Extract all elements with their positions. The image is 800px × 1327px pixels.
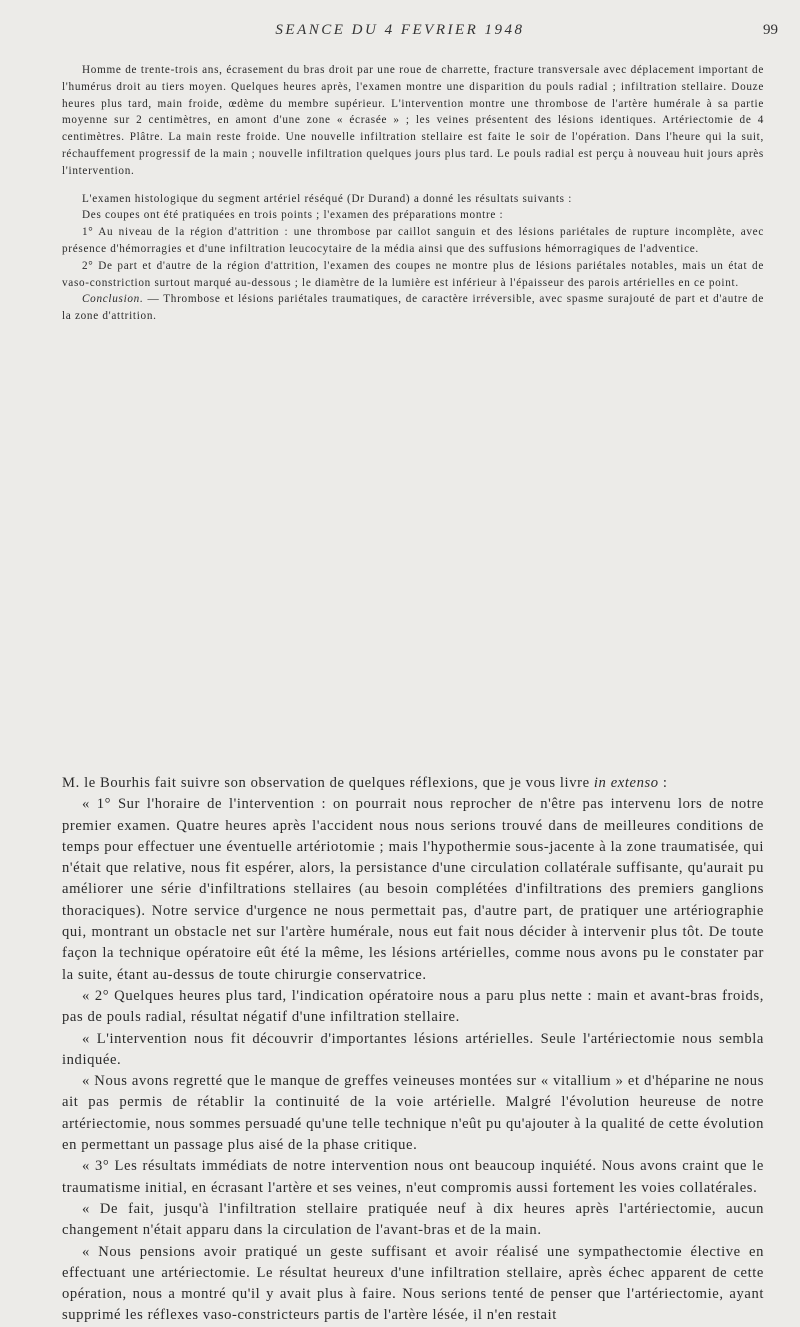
reflection-paragraph-4: « Nous avons regretté que le manque de greffes veineuses montées sur « vitallium » et d'héparine ne nous ait pas permis de rétablir la continuité de la voie artérielle. Malgré l'évolution heureuse de notre artériectomie, nous sommes persuadé qu'une telle technique n'eût pu qu'ajouter à la qualité de cette évolution en permettant un passage plus aisé de la phase critique. <box>62 1073 765 1154</box>
reflection-paragraph-3: « L'intervention nous fit découvrir d'importantes lésions artérielles. Seule l'artériectomie nous sembla indiquée. <box>62 1030 764 1068</box>
reflection-paragraph-2: « 2° Quelques heures plus tard, l'indication opératoire nous a paru plus nette : main et avant-bras froids, pas de pouls radial, résultat négatif d'une infiltration stellaire. <box>62 987 764 1026</box>
reflection-paragraph-6: « De fait, jusqu'à l'infiltration stellaire pratiquée neuf à dix heures après l'artériectomie, aucun changement n'était apparu dans la circulation de l'avant-bras et de la main. <box>62 1200 764 1239</box>
intro-text-end: : <box>658 775 668 791</box>
histology-finding-1: 1° Au niveau de la région d'attrition : une thrombose par caillot sanguin et des lésions pariétales de rupture incomplète, avec présence d'hémorragies et d'une infiltration leucocytaire de la média ainsi que des suffusions hémorragiques de l'adventice. <box>62 226 764 255</box>
reflection-paragraph-1: « 1° Sur l'horaire de l'intervention : on pourrait nous reprocher de n'être pas intervenu lors de notre premier examen. Quatre heures après l'accident nous nous serions trouvé dans de meilleures conditions de temps pour effectuer une éventuelle artériotomie ; mais l'hypothermie sous-jacente à la zone traumatisée, qui n'était que relative, nous fit espérer, alors, la persistance d'une circulation collatérale suffisante, qu'aurait pu améliorer une série d'infiltrations stellaires (au besoin complétées d'infiltrations des premiers ganglions thoraciques). Notre service d'urgence ne nous permettait pas, d'autre part, de pratiquer une artériographie qui, montrant un obstacle net sur l'artère humérale, nous eut fait nous décider à intervenir plus tôt. De toute façon la technique opératoire eût été la même, les lésions artérielles, comme nous avons pu le constater par la suite, étant au-dessus de toute chirurgie conservatrice. <box>62 796 764 983</box>
case-report-section <box>62 62 764 325</box>
intro-text: M. le Bourhis fait suivre son observation de quelques réflexions, que je vous livre <box>62 775 594 791</box>
histology-intro-paragraph: L'examen histologique du segment artériel réséqué (Dr Durand) a donné les résultats suivants : <box>82 192 573 205</box>
conclusion-text: — Thrombose et lésions pariétales traumatiques, de caractère irréversible, avec spasme surajouté de part et d'autre de la zone d'attrition. <box>62 293 764 323</box>
reflection-paragraph-7: « Nous pensions avoir pratiqué un geste suffisant et avoir réalisé une sympathectomie élective en effectuant une artériectomie. Le résultat heureux d'une infiltration stellaire, après échec apparent de cette opération, nous a montré qu'il y avait plus à faire. Nous serions tenté de penser que l'artériectomie, ayant supprimé les réflexes vaso-constricteurs partis de l'artère lésée, il n'en restait <box>62 1243 764 1324</box>
conclusion-label: Conclusion. <box>82 293 144 306</box>
histology-finding-2: 2° De part et d'autre de la région d'attrition, l'examen des coupes ne montre plus de lésions pariétales notables, mais un état de vaso-constriction surtout marqué au-dessous ; le diamètre de la lumière est inférieur à l'épaisseur des parois artérielles en ce point. <box>62 259 764 289</box>
running-title: SEANCE DU 4 FEVRIER 1948 <box>275 22 525 38</box>
conclusion-paragraph <box>62 291 764 325</box>
intro-emphasis: in extenso <box>593 775 659 791</box>
reflections-intro-paragraph <box>62 773 764 794</box>
case-paragraph: Homme de trente-trois ans, écrasement du bras droit par une roue de charrette, fracture transversale avec déplacement important de l'humérus droit au tiers moyen. Quelques heures après, l'examen montre une disparition du pouls radial ; infiltration stellaire. Douze heures plus tard, main froide, œdème du membre supérieur. L'intervention montre une thrombose de l'artère humérale à sa partie moyenne sur 2 centimètres, en amont d'une zone « écrasée » ; les veines présentent des lésions identiques. Artériectomie de 4 centimètres. Plâtre. La main reste froide. Une nouvelle infiltration stellaire est faite le soir de l'opération. Dans l'heure qui la suit, réchauffement progressif de la main ; nouvelle infiltration quelques jours plus tard. Le pouls radial est perçu à nouveau huit jours après l'intervention. <box>62 64 764 177</box>
page-header <box>0 22 800 46</box>
reflection-paragraph-5: « 3° Les résultats immédiats de notre intervention nous ont beaucoup inquiété. Nous avons craint que le traumatisme initial, en écrasant l'artère et ses veines, n'eut compromis aussi fortement les voies collatérales. <box>62 1158 764 1196</box>
page-number: 99 <box>763 22 778 38</box>
histology-method-paragraph: Des coupes ont été pratiquées en trois points ; l'examen des préparations montre : <box>82 209 504 222</box>
reflections-section <box>62 773 764 1327</box>
